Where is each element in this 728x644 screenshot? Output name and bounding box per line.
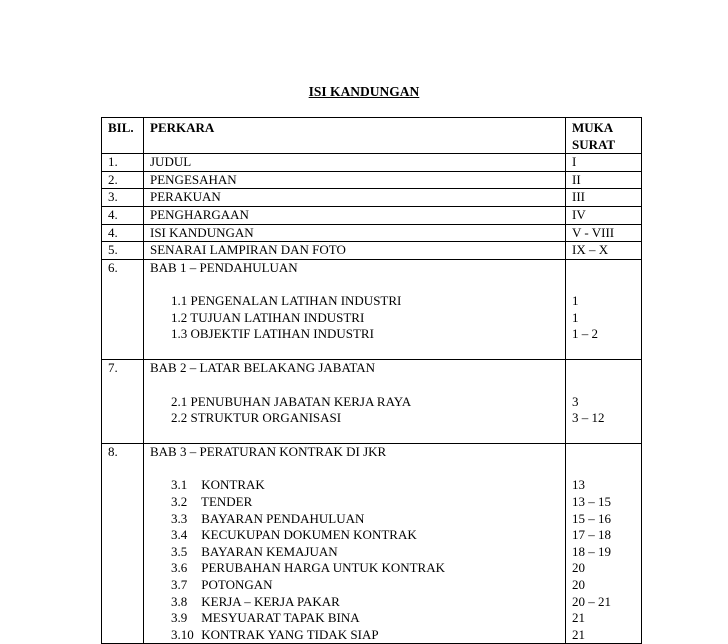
table-row [102,154,642,172]
table-row [102,242,642,260]
item-muka: 13 [572,477,585,493]
table-row [102,224,642,242]
item-text: KONTRAK YANG TIDAK SIAP [201,626,379,642]
row-muka: II [566,171,642,189]
header-muka-surat [566,118,642,154]
item-muka: 17 – 18 [572,527,611,543]
row-bil: 4. [102,224,144,242]
row-bil: 8. [102,444,144,644]
item-muka: 1 [572,292,579,308]
item-muka: 21 [572,626,585,642]
row-bil: 7. [102,360,144,444]
item-text: TENDER [201,494,253,510]
item-text: PERUBAHAN HARGA UNTUK KONTRAK [201,560,446,576]
row-perkara: SENARAI LAMPIRAN DAN FOTO [144,242,566,260]
item-text: BAYARAN PENDAHULUAN [201,510,365,526]
section-item [171,610,559,627]
item-muka: 13 – 15 [572,494,611,510]
section-content [144,360,566,444]
section-item [171,494,559,511]
item-muka: 3 [572,393,579,409]
item-text: KECUKUPAN DOKUMEN KONTRAK [201,527,417,543]
item-text: KONTRAK [201,477,265,493]
item-text: MESYUARAT TAPAK BINA [201,610,360,626]
row-bil: 3. [102,189,144,207]
row-bil: 5. [102,242,144,260]
item-number: 3.8 [171,593,188,609]
item-muka: 1 [572,309,579,325]
section-muka [566,259,642,360]
section-item [171,544,559,561]
section-muka [566,360,642,444]
section-item: 2.1 PENUBUHAN JABATAN KERJA RAYA [171,393,412,409]
item-number: 3.7 [171,577,188,593]
row-perkara: PENGESAHAN [144,171,566,189]
section-row-bab1 [102,259,642,360]
section-item: 2.2 STRUKTUR ORGANISASI [171,410,342,426]
section-item [171,594,559,611]
item-number: 3.6 [171,560,188,576]
header-perkara: PERKARA [144,118,566,154]
page-title: ISI KANDUNGAN [308,84,420,99]
item-number: 3.4 [171,527,188,543]
table-header-row [102,118,642,154]
row-bil: 2. [102,171,144,189]
table-row [102,206,642,224]
header-muka-line1: MUKA [572,120,614,135]
section-muka [566,444,642,644]
row-muka: IV [566,206,642,224]
item-number: 3.2 [171,494,188,510]
item-number: 3.3 [171,510,188,526]
row-bil: 4. [102,206,144,224]
item-muka: 20 [572,577,585,593]
row-perkara: PENGHARGAAN [144,206,566,224]
item-muka: 3 – 12 [572,410,605,426]
header-muka-line2: SURAT [572,136,616,152]
table-row [102,189,642,207]
item-text: BAYARAN KEMAJUAN [201,543,338,559]
section-item [171,560,559,577]
item-number: 3.9 [171,610,188,626]
item-number: 3.1 [171,477,188,493]
item-muka: 15 – 16 [572,510,611,526]
row-bil: 6. [102,259,144,360]
section-item: 1.2 TUJUAN LATIHAN INDUSTRI [171,309,365,325]
item-muka: 18 – 19 [572,543,611,559]
section-heading: BAB 3 – PERATURAN KONTRAK DI JKR [150,444,387,460]
section-heading: BAB 2 – LATAR BELAKANG JABATAN [150,360,376,376]
row-muka: V - VIII [566,224,642,242]
section-item [171,627,559,644]
section-item: 1.1 PENGENALAN LATIHAN INDUSTRI [171,292,402,308]
item-muka: 21 [572,610,585,626]
section-item [171,477,559,494]
section-row-bab2 [102,360,642,444]
row-muka: IX – X [566,242,642,260]
item-muka: 1 – 2 [572,326,598,342]
section-item [171,511,559,528]
item-number: 3.10 [171,626,194,642]
table-row [102,171,642,189]
section-content [144,444,566,644]
toc-table [101,117,642,644]
item-muka: 20 – 21 [572,593,611,609]
row-perkara: ISI KANDUNGAN [144,224,566,242]
item-text: POTONGAN [201,577,273,593]
section-heading: BAB 1 – PENDAHULUAN [150,259,298,275]
row-perkara: PERAKUAN [144,189,566,207]
section-item [171,527,559,544]
row-muka: III [566,189,642,207]
row-bil: 1. [102,154,144,172]
section-row-bab3 [102,444,642,644]
header-bil: BIL. [102,118,144,154]
row-perkara: JUDUL [144,154,566,172]
row-muka: I [566,154,642,172]
section-item [171,577,559,594]
section-content [144,259,566,360]
section-item: 1.3 OBJEKTIF LATIHAN INDUSTRI [171,326,374,342]
item-text: KERJA – KERJA PAKAR [201,593,340,609]
item-number: 3.5 [171,543,188,559]
item-muka: 20 [572,560,585,576]
